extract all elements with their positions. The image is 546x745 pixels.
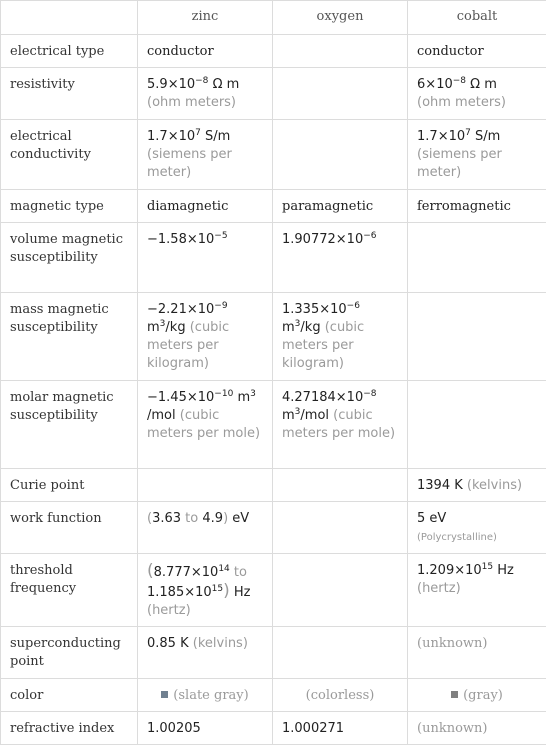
cobalt-resistivity: $6\times 10^{-8}$ Ω m (ohm meters) <box>408 68 546 120</box>
oxygen-molar-susceptibility: $4.27184\times 10^{-8}$ $m^3$/mol (cubic meters per mole) <box>273 381 408 469</box>
oxygen-work-function <box>273 502 408 554</box>
zinc-resistivity: $5.9\times 10^{-8}$ Ω m (ohm meters) <box>138 68 273 120</box>
cobalt-molar-susceptibility <box>408 381 546 469</box>
oxygen-refractive-index: 1.000271 <box>273 712 408 745</box>
oxygen-volume-susceptibility: $1.90772\times 10^{-6}$ <box>273 223 408 293</box>
zinc-curie-point <box>138 469 273 502</box>
row-label: superconducting point <box>1 627 138 679</box>
row-label: mass magnetic susceptibility <box>1 293 138 381</box>
header-row <box>1 1 546 35</box>
zinc-color: (slate gray) <box>138 679 273 712</box>
cobalt-color: (gray) <box>408 679 546 712</box>
cobalt-curie-point: 1394 K (kelvins) <box>408 469 546 502</box>
oxygen-electrical-type <box>273 35 408 68</box>
zinc-superconducting-point: 0.85 K (kelvins) <box>138 627 273 679</box>
cobalt-work-function: 5 eV (Polycrystalline) <box>408 502 546 554</box>
zinc-electrical-conductivity: $1.7\times 10^7$ S/m (siemens per meter) <box>138 120 273 190</box>
color-swatch <box>451 691 458 698</box>
row-color <box>1 679 546 712</box>
color-swatch <box>161 691 168 698</box>
oxygen-superconducting-point <box>273 627 408 679</box>
zinc-refractive-index: 1.00205 <box>138 712 273 745</box>
row-label: work function <box>1 502 138 554</box>
zinc-mass-susceptibility: $-2.21\times 10^{-9}$ $m^3/kg$ (cubic meters per kilogram) <box>138 293 273 381</box>
row-work-function <box>1 502 546 554</box>
row-molar-magnetic-susceptibility <box>1 381 546 469</box>
header-empty <box>1 1 138 35</box>
row-refractive-index <box>1 712 546 745</box>
oxygen-electrical-conductivity <box>273 120 408 190</box>
row-label: magnetic type <box>1 190 138 223</box>
row-label: Curie point <box>1 469 138 502</box>
row-electrical-conductivity <box>1 120 546 190</box>
zinc-threshold-frequency: ($8.777\times 10^{14}$ to $1.185\times 10^{15}$) Hz (hertz) <box>138 554 273 627</box>
row-magnetic-type <box>1 190 546 223</box>
row-electrical-type <box>1 35 546 68</box>
row-label: electrical type <box>1 35 138 68</box>
row-label: resistivity <box>1 68 138 120</box>
row-label: color <box>1 679 138 712</box>
row-threshold-frequency <box>1 554 546 627</box>
row-resistivity <box>1 68 546 120</box>
row-label: refractive index <box>1 712 138 745</box>
zinc-molar-susceptibility: $-1.45\times 10^{-10}$ $m^3$ /mol (cubic meters per mole) <box>138 381 273 469</box>
header-oxygen: oxygen <box>273 1 408 35</box>
oxygen-color: (colorless) <box>273 679 408 712</box>
cobalt-threshold-frequency: $1.209\times 10^{15}$ Hz (hertz) <box>408 554 546 627</box>
cobalt-mass-susceptibility <box>408 293 546 381</box>
oxygen-curie-point <box>273 469 408 502</box>
row-label: threshold frequency <box>1 554 138 627</box>
row-volume-magnetic-susceptibility <box>1 223 546 293</box>
cobalt-electrical-conductivity: $1.7\times 10^7$ S/m (siemens per meter) <box>408 120 546 190</box>
zinc-work-function: (3.63 to 4.9) eV <box>138 502 273 554</box>
header-cobalt: cobalt <box>408 1 546 35</box>
cobalt-magnetic-type: ferromagnetic <box>408 190 546 223</box>
zinc-magnetic-type: diamagnetic <box>138 190 273 223</box>
oxygen-mass-susceptibility: $1.335\times 10^{-6}$ $m^3/kg$ (cubic meters per kilogram) <box>273 293 408 381</box>
oxygen-magnetic-type: paramagnetic <box>273 190 408 223</box>
row-label: volume magnetic susceptibility <box>1 223 138 293</box>
oxygen-resistivity <box>273 68 408 120</box>
row-superconducting-point <box>1 627 546 679</box>
cobalt-volume-susceptibility <box>408 223 546 293</box>
oxygen-threshold-frequency <box>273 554 408 627</box>
cobalt-electrical-type: conductor <box>408 35 546 68</box>
zinc-volume-susceptibility: $-1.58\times 10^{-5}$ <box>138 223 273 293</box>
header-zinc: zinc <box>138 1 273 35</box>
cobalt-refractive-index: (unknown) <box>408 712 546 745</box>
row-label: molar magnetic susceptibility <box>1 381 138 469</box>
row-mass-magnetic-susceptibility <box>1 293 546 381</box>
row-label: electrical conductivity <box>1 120 138 190</box>
cobalt-superconducting-point: (unknown) <box>408 627 546 679</box>
row-curie-point <box>1 469 546 502</box>
zinc-electrical-type: conductor <box>138 35 273 68</box>
